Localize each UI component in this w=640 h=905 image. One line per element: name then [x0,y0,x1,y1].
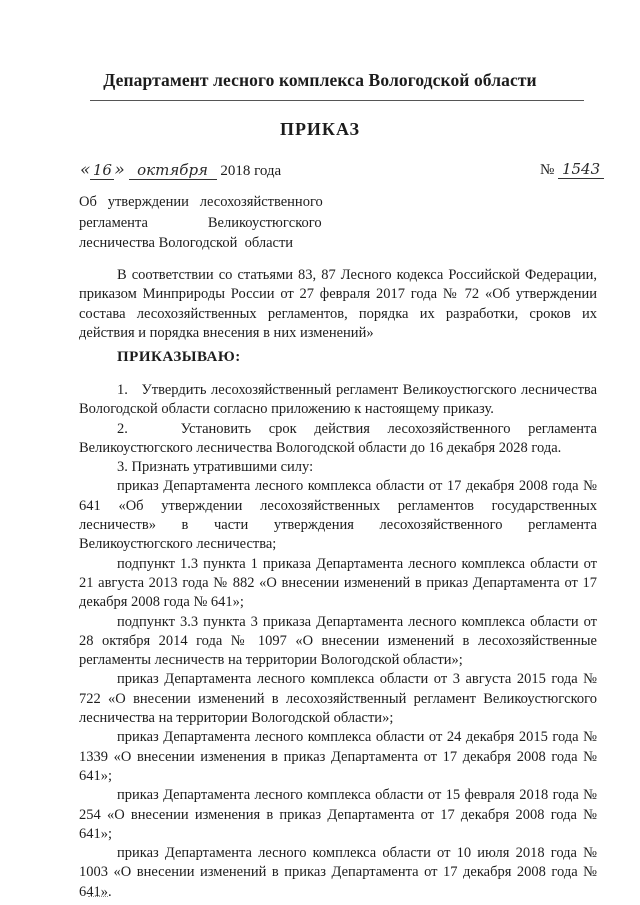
order-subject [79,192,323,254]
repealed-order-1: приказ Департамента лесного комплекса области от 17 декабря 2008 года № 641 «Об утверждении лесохозяйственных регламентов государственных лесничеств» в части утверждения лесохозяйственного регламента Великоустюгского лесничества; [79,478,597,553]
date-close-quote: » [114,160,125,180]
order-items [79,381,601,902]
number-label: № [540,162,555,178]
order-word: ПРИКАЗЫВАЮ: [117,349,241,365]
item-2: 2. Установить срок действия лесохозяйственного регламента Великоустюгского лесничества Вологодской области до 16 декабря 2028 года. [79,420,601,456]
document-title: ПРИКАЗ [279,119,361,139]
header-divider [90,100,584,101]
item-3: 3. Признать утратившими силу: [117,459,314,476]
department-name: Департамент лесного комплекса Вологодской области [103,70,537,90]
date-month: октября [129,161,217,180]
repealed-order-5: приказ Департамента лесного комплекса области от 24 декабря 2015 года № 1339 «О внесении изменения в приказ Департамента от 17 декабря 2008 года № 641»; [79,729,597,784]
subject-line-1: Об утверждении лесохозяйственного [79,194,323,210]
order-date [80,160,281,180]
repealed-order-4: приказ Департамента лесного комплекса области от 3 августа 2015 года № 722 «О внесении изменений в лесохозяйственный регламент Великоустюгского лесничества на территории Вологодской области»; [79,671,597,727]
subject-line-2a: регламента [79,214,148,231]
repealed-order-2: подпункт 1.3 пункта 1 приказа Департамента лесного комплекса области от 21 августа 2013 года № 882 «О внесении изменений в приказ Департамента от 17 декабря 2008 года № 641»; [79,555,597,611]
subject-line-3: лесничества Вологодской области [79,235,294,251]
order-number [540,160,604,179]
subject-line-2b: Великоустюгского [207,214,322,231]
item-1: 1. Утвердить лесохозяйственный регламент Великоустюгского лесничества Вологодской области согласно приложению к настоящему приказу. [79,382,601,418]
date-day: 16 [90,161,114,180]
repealed-order-3: подпункт 3.3 пункта 3 приказа Департамента лесного комплекса области от 28 октября 2014 года № 1097 «О внесении изменений в лесохозяйственные регламенты лесничеств на территории Вологодской области»; [79,613,597,669]
repealed-order-6: приказ Департамента лесного комплекса области от 15 февраля 2018 года № 254 «О внесении изменения в приказ Департамента от 17 декабря 2008 года № 641»; [79,787,597,842]
subject-line-2 [79,213,323,234]
preamble-block [79,266,597,343]
repealed-order-7: приказ Департамента лесного комплекса области от 10 июля 2018 года № 1003 «О внесении изменений в приказ Департамента от 17 декабря 2008 года № 641». [79,845,597,900]
number-value: 1543 [558,160,604,179]
preamble-text: В соответствии со статьями 83, 87 Лесного кодекса Российской Федерации, приказом Минприроды России от 27 февраля 2017 года № 72 «Об утверждении состава лесохозяйственных регламентов, порядка их разработки, сроков их действия и порядка внесения в них изменений» [79,267,597,341]
footer-mark [88,896,108,897]
date-open-quote: « [80,160,91,180]
date-year: 2018 года [220,163,282,179]
